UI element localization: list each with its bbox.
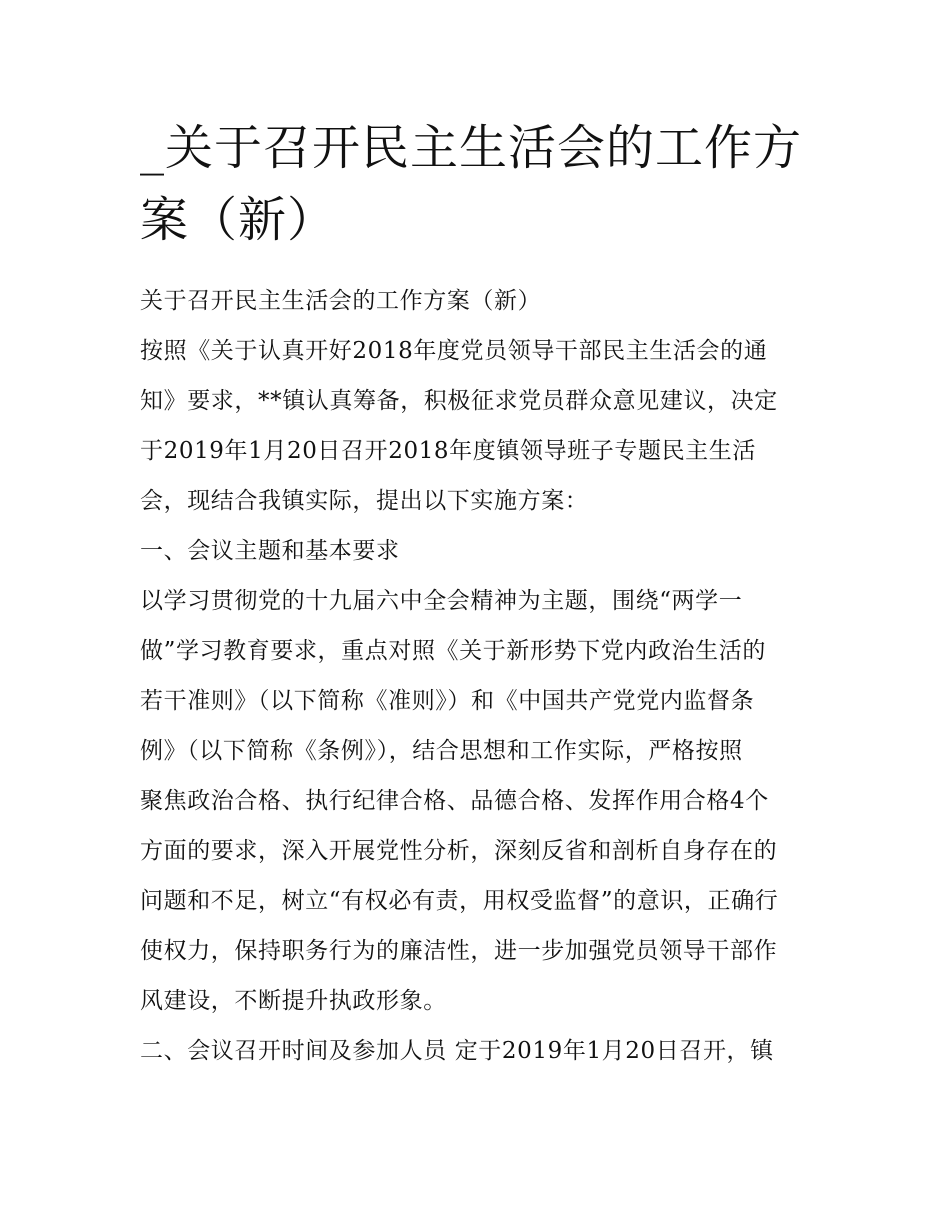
- body-line: 问题和不足，树立“有权必有责，用权受监督”的意识，正确行: [140, 888, 779, 914]
- body-line: 做”学习教育要求，重点对照《关于新形势下党内政治生活的: [140, 638, 766, 664]
- body-line: 使权力，保持职务行为的廉洁性，进一步加强党员领导干部作: [140, 938, 778, 964]
- body-line: 聚焦政治合格、执行纪律合格、品德合格、发挥作用合格4个: [140, 788, 769, 814]
- body-line: 以学习贯彻党的十九届六中全会精神为主题，围绕“两学一: [140, 588, 743, 614]
- body-line: 若干准则》（以下简称《准则》）和《中国共产党党内监督条: [140, 688, 755, 714]
- body-line: 风建设，不断提升执政形象。: [140, 988, 447, 1014]
- subtitle-line: 关于召开民主生活会的工作方案（新）: [140, 288, 542, 314]
- section-heading: 二、会议召开时间及参加人员 定于2019年1月20日召开，镇: [140, 1038, 774, 1064]
- body-line: 按照《关于认真开好2018年度党员领导干部民主生活会的通: [140, 338, 768, 364]
- title-line-2: 案（新）: [140, 192, 337, 248]
- section-heading: 一、会议主题和基本要求: [140, 538, 400, 564]
- body-line: 方面的要求，深入开展党性分析，深刻反省和剖析自身存在的: [140, 838, 778, 864]
- body-line: 会，现结合我镇实际，提出以下实施方案：: [140, 488, 589, 514]
- title-line-1: _关于召开民主生活会的工作方: [140, 120, 803, 176]
- body-line: 于2019年1月20日召开2018年度镇领导班子专题民主生活: [140, 438, 756, 464]
- document-body: [140, 276, 830, 1076]
- body-line: 例》（以下简称《条例》），结合思想和工作实际，严格按照: [140, 738, 743, 764]
- document-title: [140, 112, 830, 256]
- body-line: 知》要求，**镇认真筹备，积极征求党员群众意见建议，决定: [140, 388, 778, 414]
